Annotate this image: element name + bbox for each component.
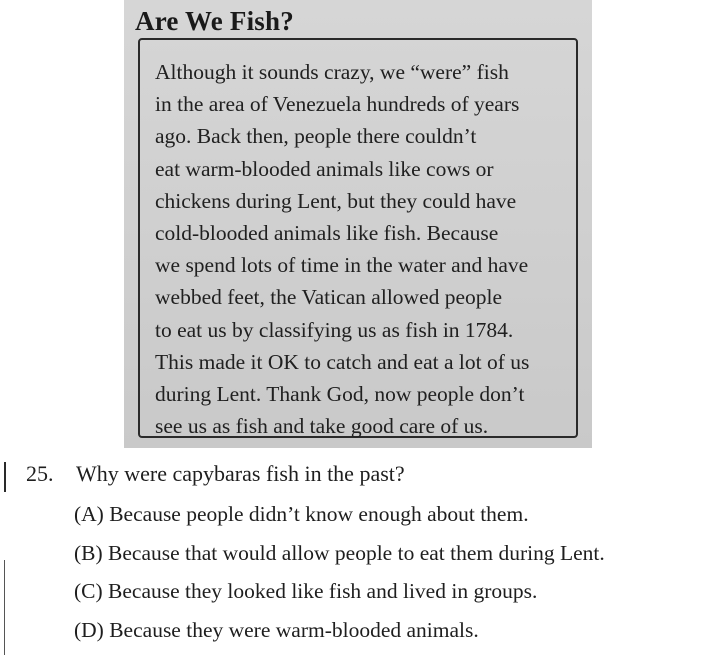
- passage-line: This made it OK to catch and eat a lot of us: [155, 349, 530, 374]
- passage-line: Although it sounds crazy, we “were” fish: [155, 60, 509, 84]
- passage-line: ago. Back then, people there couldn’t: [155, 124, 477, 149]
- passage-line: during Lent. Thank God, now people don’t: [155, 381, 525, 406]
- option-b[interactable]: (B) Because that would allow people to eat them during Lent.: [74, 540, 605, 565]
- passage-line: in the area of Venezuela hundreds of years: [155, 92, 520, 117]
- passage-line: see us as fish and take good care of us.: [155, 414, 489, 439]
- option-a[interactable]: (A) Because people didn’t know enough about them.: [74, 502, 529, 526]
- margin-bar: [4, 462, 6, 492]
- question-number: 25.: [26, 461, 54, 486]
- passage-line: cold-blooded animals like fish. Because: [155, 220, 499, 245]
- passage-line: we spend lots of time in the water and have: [155, 253, 529, 278]
- question-text: Why were capybaras fish in the past?: [76, 461, 405, 486]
- passage-line: webbed feet, the Vatican allowed people: [155, 285, 503, 310]
- option-c[interactable]: (C) Because they looked like fish and lived in groups.: [74, 579, 538, 603]
- passage-line: to eat us by classifying us as fish in 1784.: [155, 317, 514, 342]
- margin-line: [4, 560, 5, 655]
- passage-title: Are We Fish?: [135, 6, 294, 36]
- passage-text: [155, 56, 585, 442]
- answer-options: [74, 498, 605, 652]
- passage-line: chickens during Lent, but they could have: [155, 188, 517, 213]
- option-d[interactable]: (D) Because they were warm-blooded animals.: [74, 617, 479, 642]
- passage-line: eat warm-blooded animals like cows or: [155, 156, 494, 181]
